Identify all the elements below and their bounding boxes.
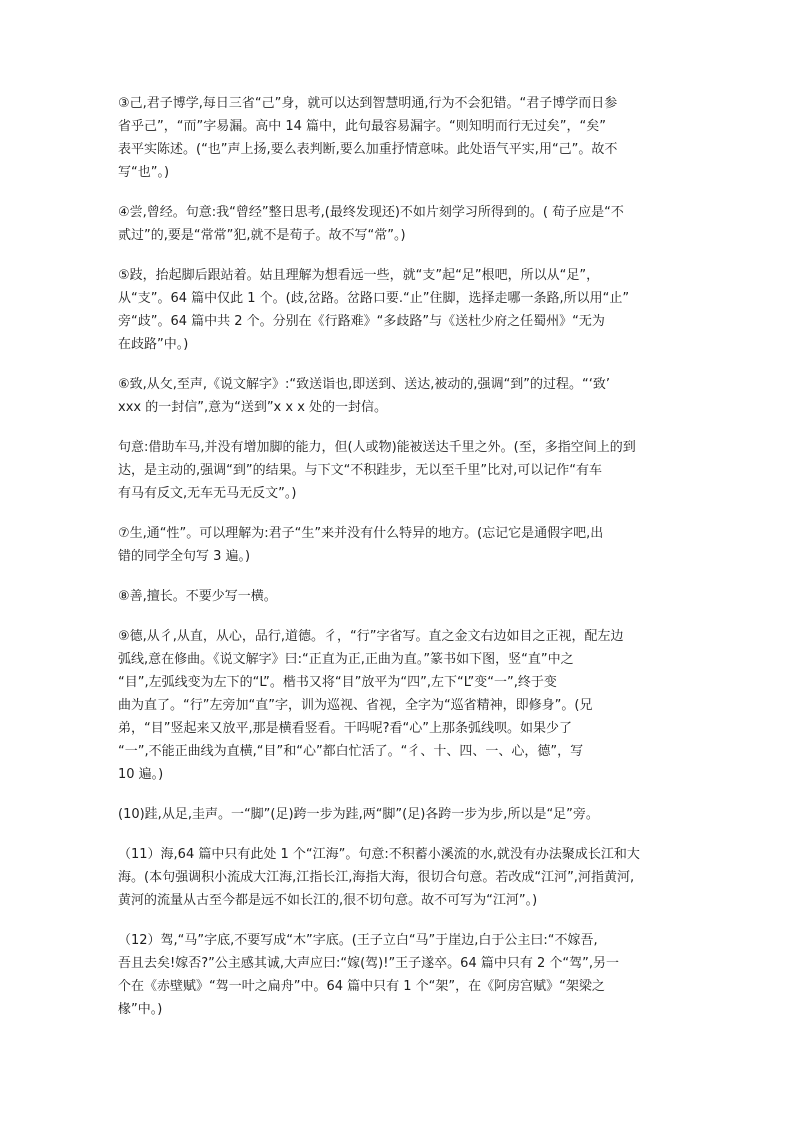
- text-line: ⑧善,擅长。不要少写一横。: [118, 589, 277, 604]
- document-page: [118, 92, 678, 1021]
- text-line: 弟，“目”竖起来又放平,那是横看竖看。干吗呢?看“心”上那条弧线呗。如果少了: [118, 721, 572, 736]
- text-line: (10)跬,从足,圭声。一“脚”(足)跨一步为跬,两“脚”(足)各跨一步为步,所以是“足”旁。: [118, 807, 599, 822]
- annotation-paragraph-note-6b: [118, 436, 678, 505]
- annotation-paragraph-note-7: [118, 522, 678, 568]
- annotation-paragraph-note-6a: [118, 373, 678, 419]
- annotation-paragraph-note-9: [118, 625, 678, 786]
- text-line: 达，是主动的,强调“到”的结果。与下文“不积跬步，无以至千里”比对,可以记作“有车: [118, 463, 602, 478]
- text-line: ⑤跂，抬起脚后跟站着。姑且理解为想看远一些，就“支”起“足”根吧，所以从“足”，: [118, 268, 600, 283]
- text-line: 错的同学全句写 3 遍。): [118, 549, 251, 564]
- text-line: 吾且去矣!嫁否?”公主感其诚,大声应曰:“嫁(驾)!”王子遂卒。64 篇中只有 2 个“驾”,另一: [118, 956, 619, 971]
- annotation-paragraph-note-8: [118, 585, 678, 608]
- text-line: xxx 的一封信”,意为“送到”x x x 处的一封信。: [118, 400, 388, 415]
- text-line: 曲为直了。“行”左旁加“直”字，训为巡视、省视，全字为“巡省精神，即修身”。(兄: [118, 698, 593, 713]
- text-line: 10 遍。): [118, 767, 164, 782]
- annotation-paragraph-note-4: [118, 201, 678, 247]
- annotation-paragraph-note-5: [118, 264, 678, 356]
- text-line: ③己,君子博学,每日三省“己”身，就可以达到智慧明通,行为不会犯错。“君子博学而日参: [118, 96, 618, 111]
- text-line: 海。(本句强调积小流成大江海,江指长江,海指大海，很切合句意。若改成“江河”,河指黄河,: [118, 870, 635, 885]
- text-line: 贰过”的,要是“常常”犯,就不是荀子。故不写“常”。): [118, 228, 406, 243]
- text-line: 黄河的流量从古至今都是远不如长江的,很不切句意。故不可写为“江河”。): [118, 893, 538, 908]
- annotation-paragraph-note-3: [118, 92, 678, 184]
- text-line: 从“支”。64 篇中仅此 1 个。(歧,岔路。岔路口要.“止”住脚，选择走哪一条路,所以用“止”: [118, 291, 630, 306]
- text-line: （11）海,64 篇中只有此处 1 个“江海”。句意:不积蓄小溪流的水,就没有办法聚成长江和大: [118, 847, 640, 862]
- text-line: ⑥致,从攵,至声,《说文解字》:“致送诣也,即送到、送达,被动的,强调“到”的过程。“‘致’: [118, 377, 611, 392]
- annotation-paragraph-note-11: [118, 843, 678, 912]
- text-line: 旁“歧”。64 篇中共 2 个。分别在《行路难》“多歧路”与《送杜少府之任蜀州》“无为: [118, 314, 605, 329]
- text-line: 写“也”。): [118, 165, 170, 180]
- text-line: 有马有反文,无车无马无反文”。): [118, 486, 297, 501]
- text-line: “一”,不能正曲线为直横,“目”和“心”都白忙活了。“彳、十、四、一、心，德”，写: [118, 744, 584, 759]
- text-line: ⑦生,通“性”。可以理解为:君子“生”来并没有什么特异的地方。(忘记它是通假字吧,出: [118, 526, 604, 541]
- text-line: 句意:借助车马,并没有增加脚的能力，但(人或物)能被送达千里之外。(至，多指空间上的到: [118, 440, 636, 455]
- text-line: ④尝,曾经。句意:我“曾经”整日思考,(最终发现还)不如片刻学习所得到的。( 荀子应是“不: [118, 205, 624, 220]
- text-line: 表平实陈述。(“也”声上扬,要么表判断,要么加重抒情意味。此处语气平实,用“己”。故不: [118, 142, 618, 157]
- text-line: 在歧路”中。): [118, 337, 189, 352]
- annotation-paragraph-note-10: [118, 803, 678, 826]
- text-line: 省乎己”，“而”字易漏。高中 14 篇中，此句最容易漏字。“则知明而行无过矣”，“矣”: [118, 119, 606, 134]
- text-line: ⑨德,从彳,从直，从心，品行,道德。彳，“行”字省写。直之金文右边如目之正视，配左边: [118, 629, 624, 644]
- text-line: 个在《赤壁赋》“驾一叶之扁舟”中。64 篇中只有 1 个“架”，在《阿房宫赋》“架梁之: [118, 979, 605, 994]
- text-line: 椽”中。): [118, 1002, 163, 1017]
- annotation-paragraph-note-12: [118, 929, 678, 1021]
- text-line: “目”,左弧线变为左下的“L”。楷书又将“目”放平为“四”,左下“L”变“一”,终于变: [118, 675, 557, 690]
- text-line: （12）驾,“马”字底,不要写成“木”字底。(王子立白“马”于崖边,白于公主曰:“不嫁吾,: [118, 933, 598, 948]
- text-line: 弧线,意在修曲。《说文解字》曰:“正直为正,正曲为直。”篆书如下图，竖“直”中之: [118, 652, 574, 667]
